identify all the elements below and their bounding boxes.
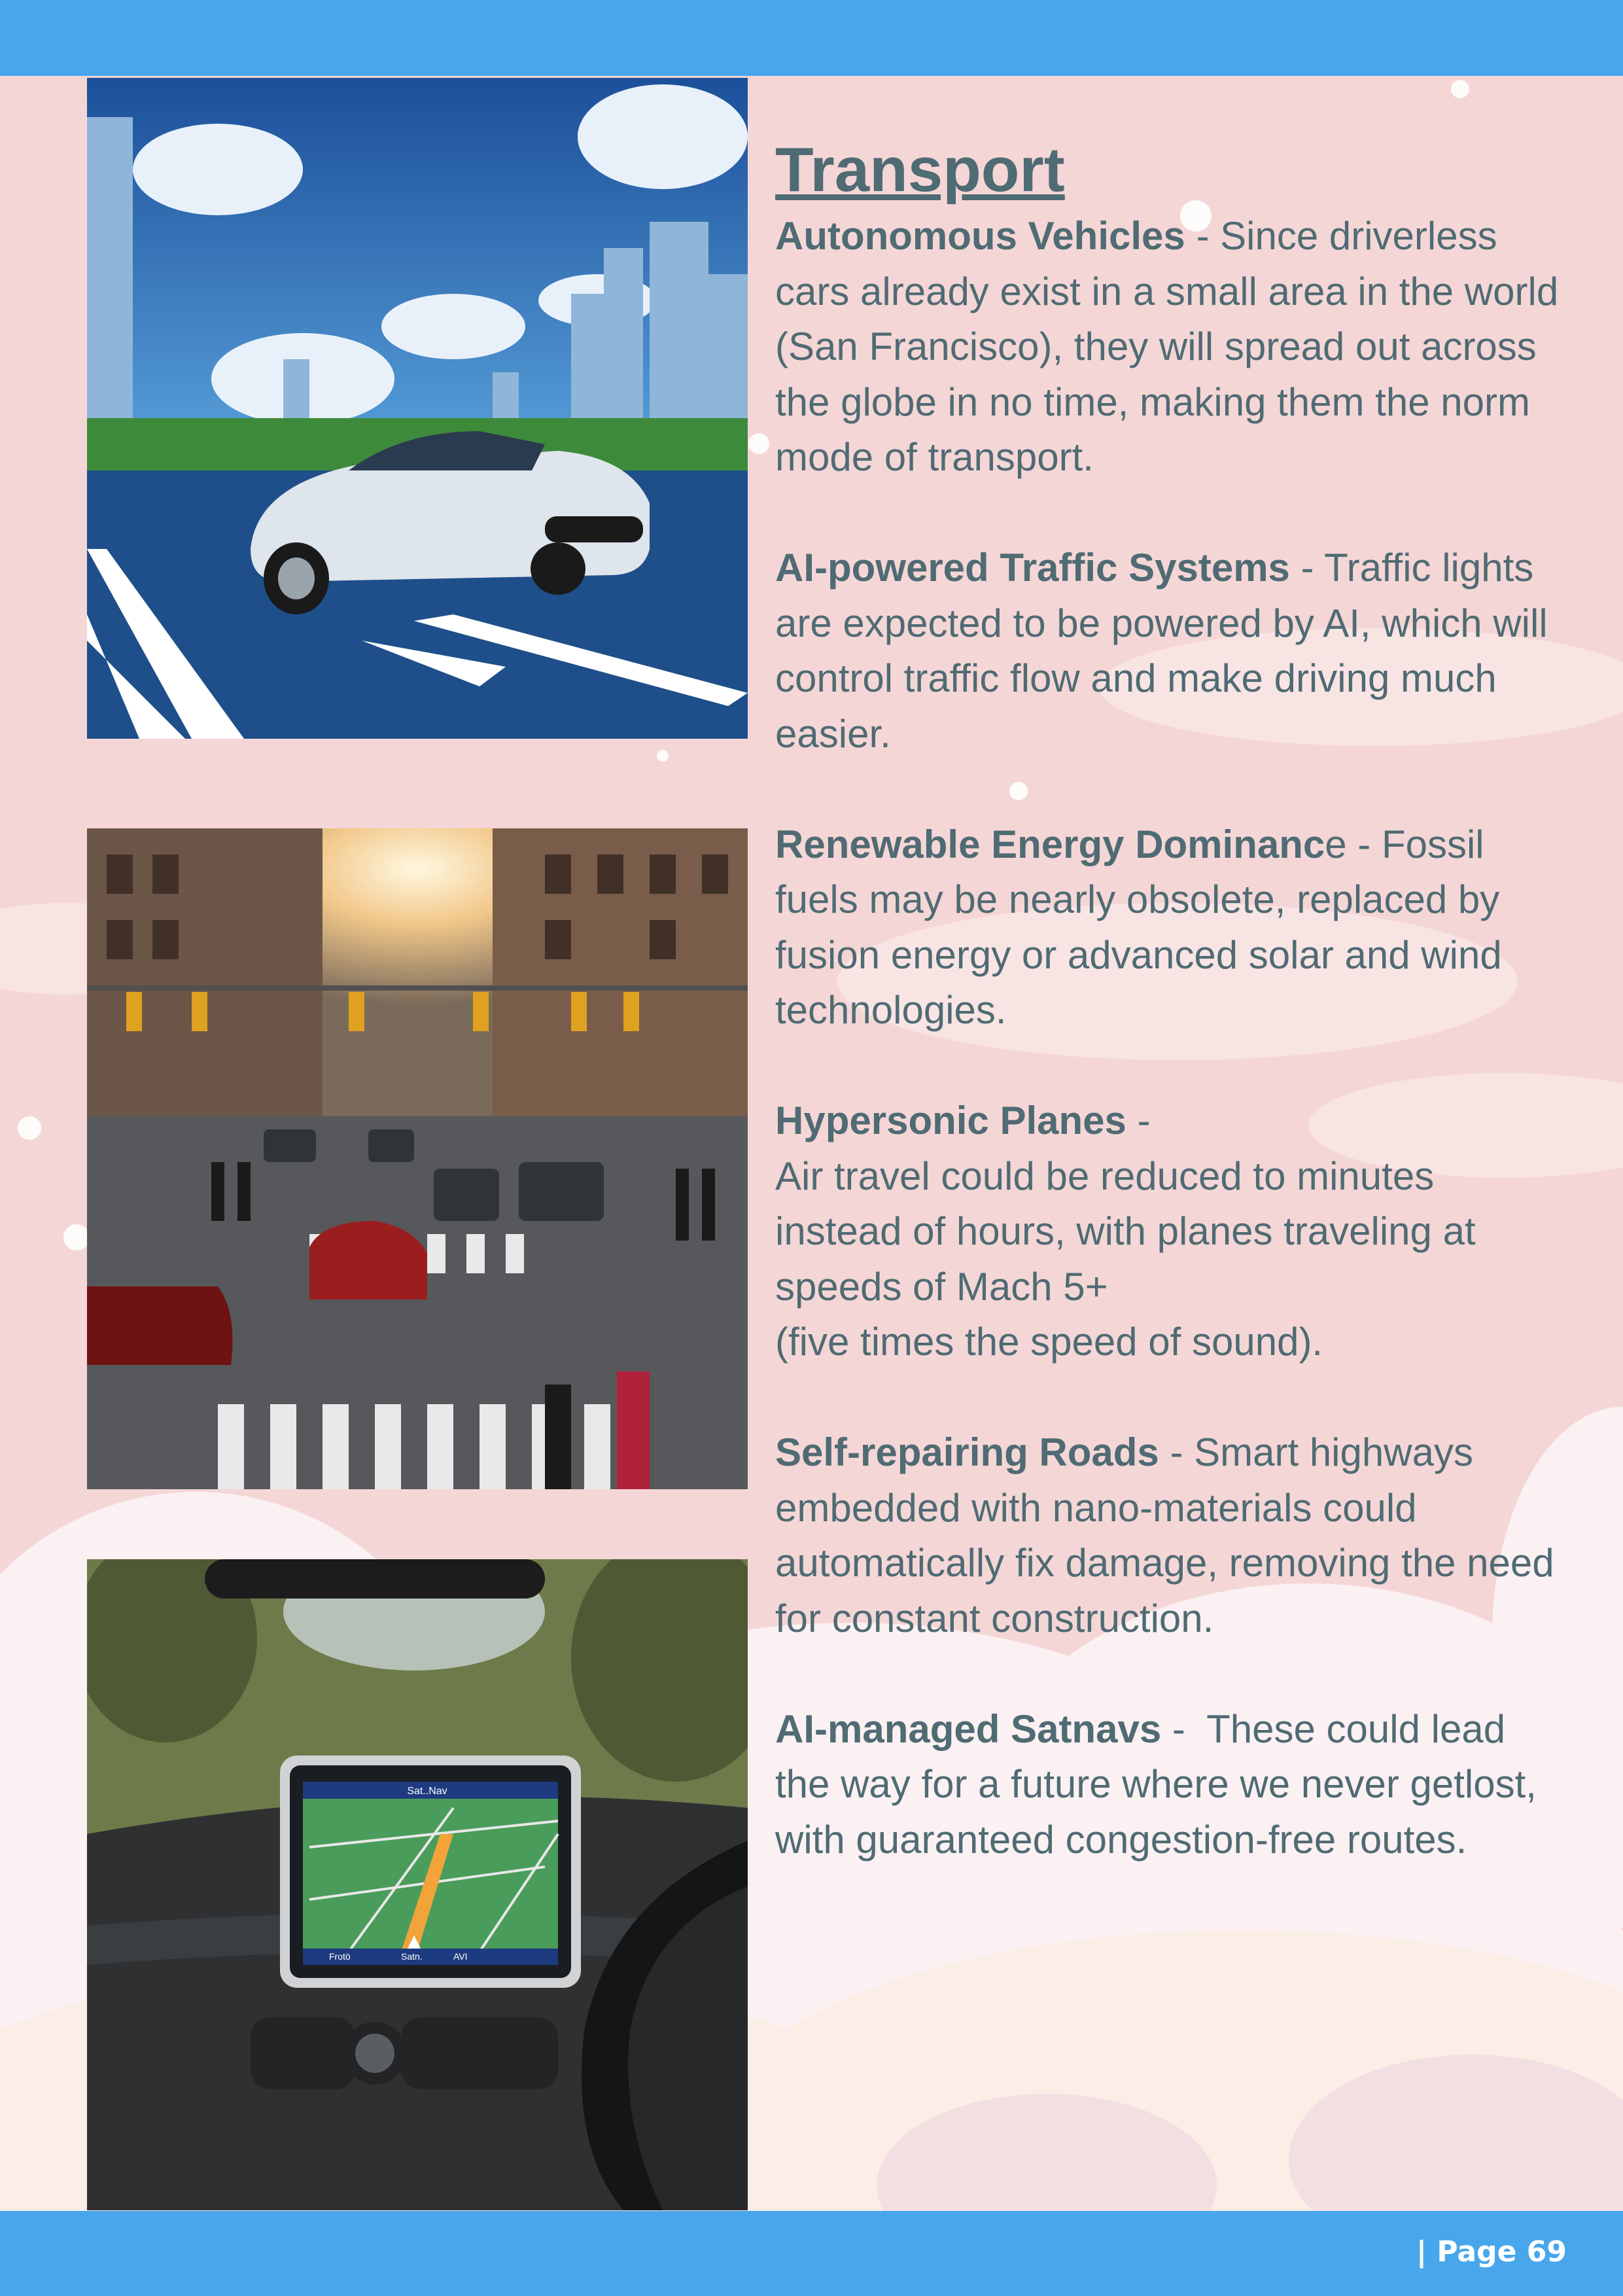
item-body: Since driverless cars already exist in a small area in the world (San Francisco), they will spread out across the globe in no time, making them the norm mode of transport.	[775, 214, 1559, 479]
bottom-band	[0, 2211, 1623, 2296]
item-heading: Autonomous Vehicles	[775, 214, 1185, 258]
transport-text-column	[775, 134, 1560, 1867]
page-title: Transport	[775, 135, 1065, 205]
item-body: Smart highways embedded with nano-materials could automatically fix damage, removing the need for constant construction.	[775, 1430, 1554, 1640]
item-separator: -	[1126, 1099, 1151, 1142]
autonomous-car-image	[87, 78, 748, 739]
item-hypersonic-planes	[775, 1093, 1560, 1370]
item-body: Air travel could be reduced to minutes instead of hours, with planes traveling at speeds of Mach 5+	[775, 1154, 1476, 1309]
item-body: Fossil fuels may be nearly obsolete, replaced by fusion energy or advanced solar and wind technologies.	[775, 822, 1502, 1032]
item-separator: -	[1185, 214, 1221, 258]
item-body-note: (five times the speed of sound).	[775, 1320, 1323, 1364]
item-separator: e -	[1325, 822, 1382, 866]
satnav-header-text: Sat..Nav	[407, 1786, 447, 1797]
item-renewable-energy	[775, 817, 1560, 1038]
item-heading: Hypersonic Planes	[775, 1099, 1126, 1142]
item-ai-traffic-systems	[775, 540, 1560, 762]
satnav-footer-mid: Satn.	[401, 1951, 423, 1962]
item-body: Traffic lights are expected to be powered by AI, which will control traffic flow and make driving much easier.	[775, 546, 1548, 756]
dashboard-satnav-image	[87, 1559, 748, 2210]
top-band	[0, 0, 1623, 76]
item-self-repairing-roads	[775, 1425, 1560, 1646]
item-heading: AI-powered Traffic Systems	[775, 546, 1290, 590]
item-heading: Self-repairing Roads	[775, 1430, 1159, 1474]
item-body: These could lead the way for a future where we never getlost, with guaranteed congestion-free routes.	[775, 1706, 1537, 1862]
page-number: | Page 69	[1416, 2235, 1567, 2269]
item-heading: AI-managed Satnavs	[775, 1706, 1162, 1751]
item-autonomous-vehicles	[775, 209, 1560, 486]
item-separator: -	[1161, 1706, 1207, 1751]
item-separator: -	[1289, 546, 1325, 590]
satnav-footer-right: AVI	[453, 1951, 468, 1962]
item-separator: -	[1159, 1430, 1195, 1474]
traffic-intersection-image	[87, 828, 748, 1489]
item-ai-satnavs	[775, 1702, 1560, 1868]
satnav-footer-left: Frotö	[329, 1951, 351, 1962]
item-heading: Renewable Energy Dominanc	[775, 822, 1325, 866]
